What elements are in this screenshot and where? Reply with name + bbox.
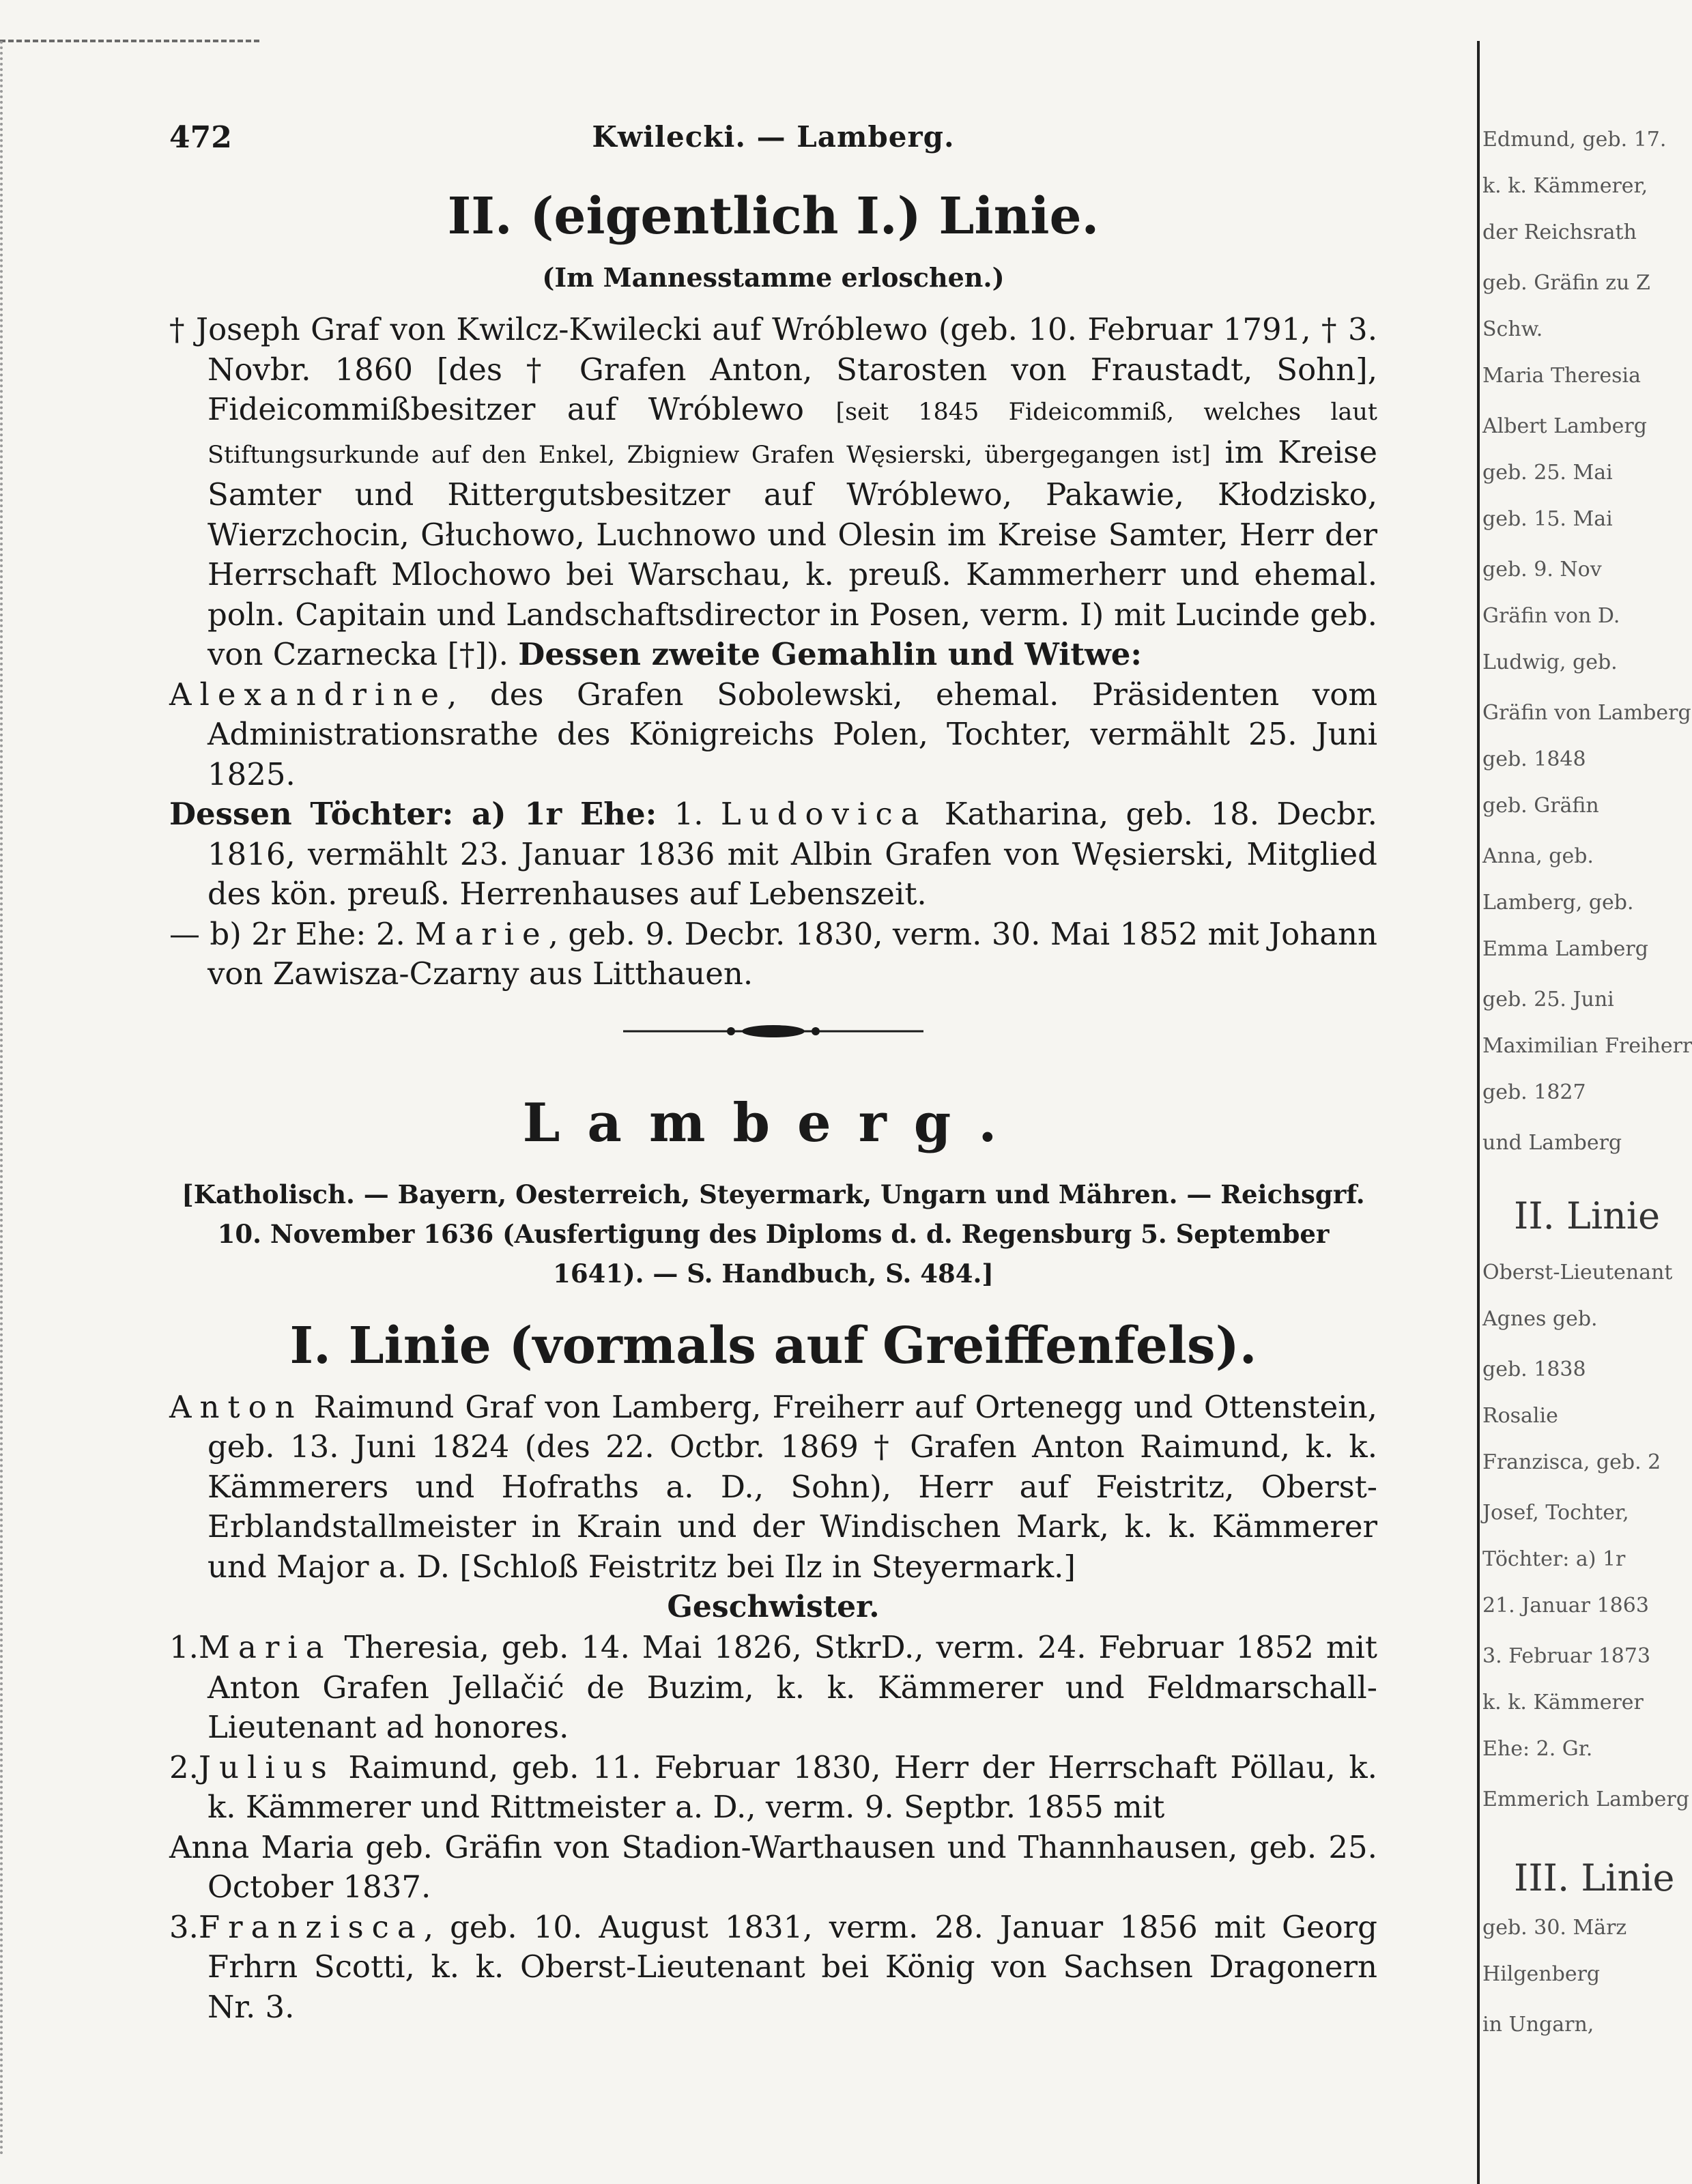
adjacent-text-line: geb. 9. Nov xyxy=(1482,558,1602,581)
entry-joseph-widow-heading: Dessen zweite Gemahlin und Witwe: xyxy=(518,636,1143,672)
entry-joseph-text-1: † Joseph Graf von Kwilcz-Kwilecki auf Wróblewo (geb. 10. Februar 1791, † 3. Novbr. 1860 [des † Grafen Anton, Starosten von Fraustadt, Sohn], Fideicommißbesitzer auf Wróblewo xyxy=(169,311,1377,427)
entry-franzisca-text: , geb. 10. August 1831, verm. 28. Januar 1856 mit Georg Frhrn Scotti, k. k. Oberst-Lieutenant bei König von Sachsen Dragonern Nr. 3. xyxy=(207,1908,1377,2025)
entry-anton-name: Anton xyxy=(169,1388,303,1425)
adjacent-heading-1: II. Linie xyxy=(1514,1194,1661,1237)
scan-edge-left xyxy=(0,41,3,2157)
entry-joseph-note: [seit 1845 Fideicommiß, welches laut Stiftungsurkunde auf den Enkel, Zbigniew Grafen Węsierski, übergegangen ist] xyxy=(207,399,1377,469)
section-title-lamberg-line-1: I. Linie (vormals auf Greiffenfels). xyxy=(289,1316,1257,1375)
adjacent-text-line: Gräfin von Lamberg xyxy=(1482,701,1691,725)
adjacent-text-line: Anna, geb. xyxy=(1482,844,1594,868)
entry-ludovica xyxy=(169,794,1377,915)
entry-maria-text: Theresia, geb. 14. Mai 1826, StkrD., verm. 24. Februar 1852 mit Anton Grafen Jellačić de Buzim, k. k. Kämmerer und Feldmarschall-Lieutenant ad honores. xyxy=(207,1629,1377,1745)
adjacent-text-line: geb. 30. März xyxy=(1482,1916,1627,1940)
adjacent-text-line: Maximilian Freiherr xyxy=(1482,1034,1692,1058)
entry-franzisca-name: Franzisca xyxy=(198,1908,424,1945)
entry-alexandrine-name: Alexandrine xyxy=(169,676,448,713)
adjacent-text-line: Töchter: a) 1r xyxy=(1482,1547,1626,1571)
adjacent-text-line: Schw. xyxy=(1482,317,1543,341)
adjacent-text-line: Josef, Tochter, xyxy=(1482,1501,1629,1525)
page-gutter-line xyxy=(1477,41,1480,2184)
entry-joseph xyxy=(169,310,1377,675)
entry-julius-text: Raimund, geb. 11. Februar 1830, Herr der Herrschaft Pöllau, k. k. Kämmerer und Rittmeister a. D., verm. 9. Septbr. 1855 mit xyxy=(207,1749,1377,1825)
adjacent-text-line: Oberst-Lieutenant xyxy=(1482,1261,1673,1284)
adjacent-text-line: Emma Lamberg xyxy=(1482,937,1648,961)
page-header xyxy=(169,120,1377,161)
entry-ludovica-number: 1. xyxy=(674,796,704,832)
adjacent-text-line: Edmund, geb. 17. xyxy=(1482,128,1667,152)
adjacent-text-line: geb. Gräfin xyxy=(1482,794,1599,818)
adjacent-text-line: Agnes geb. xyxy=(1482,1307,1598,1331)
entry-ludovica-text: Katharina, geb. 18. Decbr. 1816, vermählt 23. Januar 1836 mit Albin Grafen von Węsierski, Mitglied des kön. preuß. Herrenhauses auf Lebenszeit. xyxy=(207,796,1377,912)
page-body xyxy=(169,179,1377,2027)
entry-daughters-heading: Dessen Töchter: a) 1r Ehe: xyxy=(169,796,657,832)
entry-alexandrine xyxy=(169,675,1377,795)
adjacent-text-line: k. k. Kämmerer, xyxy=(1482,174,1648,198)
adjacent-text-line: Lamberg, geb. xyxy=(1482,891,1634,915)
running-title: Kwilecki. — Lamberg. xyxy=(592,120,955,154)
ornamental-divider xyxy=(623,1018,923,1045)
entry-alexandrine-text: , des Grafen Sobolewski, ehemal. Präsidenten vom Administrationsrathe des Königreichs Polen, Tochter, vermählt 25. Juni 1825. xyxy=(207,676,1377,792)
entry-julius-number: 2. xyxy=(169,1749,199,1785)
entry-maria-number: 1. xyxy=(169,1629,199,1665)
entry-franzisca xyxy=(169,1908,1377,2028)
adjacent-page-fragment xyxy=(1473,41,1692,2184)
adjacent-text-line: 21. Januar 1863 xyxy=(1482,1594,1649,1618)
adjacent-text-line: der Reichsrath xyxy=(1482,220,1637,244)
adjacent-text-line: geb. Gräfin zu Z xyxy=(1482,271,1650,295)
family-title-lamberg: Lamberg. xyxy=(522,1091,1024,1154)
entry-anton-raimund xyxy=(169,1388,1377,1587)
section-title-kwilecki-line: II. (eigentlich I.) Linie. xyxy=(447,187,1100,246)
adjacent-text-line: geb. 1848 xyxy=(1482,747,1586,771)
entry-franzisca-number: 3. xyxy=(169,1908,199,1945)
adjacent-text-line: in Ungarn, xyxy=(1482,2013,1594,2037)
adjacent-text-line: geb. 15. Mai xyxy=(1482,507,1613,531)
entry-marie xyxy=(169,915,1377,994)
page-number: 472 xyxy=(169,120,232,155)
adjacent-heading-2: III. Linie xyxy=(1514,1856,1675,1899)
adjacent-text-line: Ludwig, geb. xyxy=(1482,650,1618,674)
adjacent-text-line: geb. 25. Juni xyxy=(1482,988,1614,1011)
entry-julius-raimund xyxy=(169,1748,1377,1828)
entry-anna-maria: Anna Maria geb. Gräfin von Stadion-Warthausen und Thannhausen, geb. 25. October 1837. xyxy=(169,1828,1377,1905)
entry-julius-name: Julius xyxy=(198,1749,335,1785)
adjacent-text-line: Hilgenberg xyxy=(1482,1962,1601,1986)
adjacent-text-line: Emmerich Lamberg xyxy=(1482,1787,1689,1811)
entry-anton-text: Raimund Graf von Lamberg, Freiherr auf Ortenegg und Ottenstein, geb. 13. Juni 1824 (des 22. Octbr. 1869 † Grafen Anton Raimund, k. k. Kämmerers und Hofraths a. D., Sohn), Herr auf Feistritz, Oberst-Erblandstallmeister in Krain und der Windischen Mark, k. k. Kämmerer und Major a. D. [Schloß Feistritz bei Ilz in Steyermark.] xyxy=(207,1388,1377,1585)
adjacent-text-line: Maria Theresia xyxy=(1482,364,1641,388)
entry-maria-name: Maria xyxy=(198,1629,332,1665)
entry-marie-text: , geb. 9. Decbr. 1830, verm. 30. Mai 1852 mit Johann von Zawisza-Czarny aus Litthauen. xyxy=(207,915,1377,992)
entry-maria-theresia xyxy=(169,1628,1377,1748)
adjacent-text-line: geb. 1827 xyxy=(1482,1080,1586,1104)
entry-ludovica-name: Ludovica xyxy=(720,796,928,832)
adjacent-text-line: 3. Februar 1873 xyxy=(1482,1644,1651,1668)
siblings-heading: Geschwister. xyxy=(667,1590,880,1624)
adjacent-text-line: Ehe: 2. Gr. xyxy=(1482,1737,1593,1761)
entry-marie-name: Marie xyxy=(415,915,549,952)
adjacent-text-line: Rosalie xyxy=(1482,1404,1558,1428)
adjacent-text-line: k. k. Kämmerer xyxy=(1482,1691,1644,1714)
adjacent-text-line: Gräfin von D. xyxy=(1482,604,1620,628)
section-subtitle: (Im Mannesstamme erloschen.) xyxy=(542,262,1005,293)
scan-edge-top xyxy=(0,40,259,42)
entry-joseph-text-2: im Kreise Samter und Rittergutsbesitzer auf Wróblewo, Pakawie, Kłodzisko, Wierzchocin, Głuchowo, Luchnowo und Olesin im Kreise Samter, Herr der Herrschaft Mlochowo bei Warschau, k. preuß. Kammerherr und ehemal. poln. Capitain und Landschaftsdirector in Posen, verm. I) mit Lucinde geb. von Czarnecka [†]). xyxy=(207,433,1377,672)
family-info-bracket: [Katholisch. — Bayern, Oesterreich, Steyermark, Ungarn und Mähren. — Reichsgrf. 10. November 1636 (Ausfertigung des Diploms d. d. Regensburg 5. September 1641). — S. Handbuch, S. 484.] xyxy=(182,1179,1365,1289)
adjacent-text-line: geb. 25. Mai xyxy=(1482,461,1613,485)
adjacent-text-line: und Lamberg xyxy=(1482,1131,1622,1155)
entry-marie-number: 2. xyxy=(375,915,405,952)
entry-marie-lead: — b) 2r Ehe: xyxy=(169,915,367,952)
adjacent-text-line: Franzisca, geb. 2 xyxy=(1482,1450,1661,1474)
adjacent-text-line: Albert Lamberg xyxy=(1482,414,1647,438)
adjacent-text-line: geb. 1838 xyxy=(1482,1357,1586,1381)
